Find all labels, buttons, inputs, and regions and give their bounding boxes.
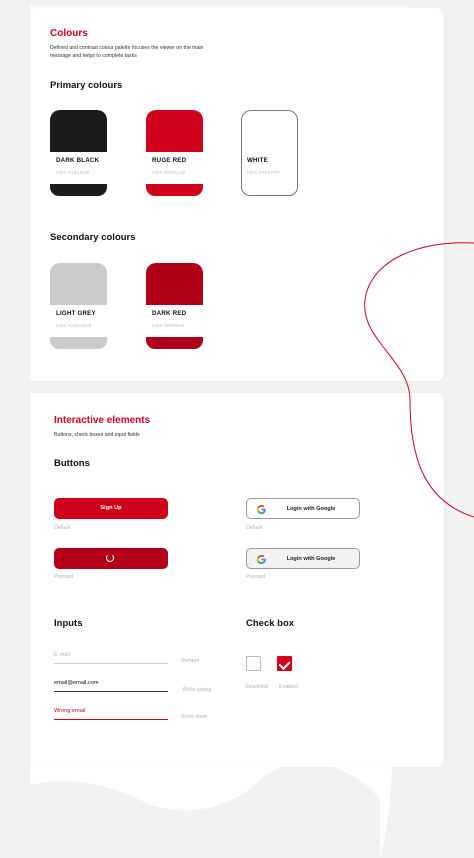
swatch-ruge-red <box>146 110 203 196</box>
email-field-underline <box>54 663 168 664</box>
colours-title: Colours <box>50 28 88 39</box>
input-state-label: Default <box>182 658 200 664</box>
signup-button-label: Sign Up <box>100 505 122 511</box>
swatch-color-bottom <box>241 184 298 196</box>
inputs-heading: Inputs <box>54 618 83 629</box>
email-field-underline <box>54 719 168 720</box>
swatch-hex: HEX #D0021B <box>152 170 186 175</box>
swatch-color-top <box>50 263 107 305</box>
interactive-description: Buttons, check boxes and input fields <box>54 432 140 438</box>
google-login-label: Login with Google <box>286 506 336 512</box>
colours-description-line1: Defined and contrast colour palette focuses the viewer on the main <box>50 45 204 51</box>
google-login-button-pressed[interactable] <box>246 548 360 569</box>
swatch-hex: HEX #1B1B1B <box>56 170 90 175</box>
primary-colours-heading: Primary colours <box>50 80 123 91</box>
swatch-color-bottom <box>146 337 203 349</box>
swatch-name: DARK RED <box>152 310 187 317</box>
checkbox-disabled[interactable] <box>246 656 261 671</box>
interactive-card <box>30 393 444 767</box>
swatch-dark-red <box>146 263 203 349</box>
email-field-value: Wrong email <box>54 708 86 714</box>
checkbox-disabled-label: Desabled <box>246 684 268 690</box>
swatch-white <box>241 110 298 196</box>
signup-button-default[interactable] <box>54 498 168 519</box>
swatch-color-top <box>146 110 203 152</box>
input-state-label: While typing <box>182 687 212 693</box>
swatch-color-bottom <box>146 184 203 196</box>
email-field-value: E-mail <box>54 652 70 658</box>
signup-pressed-caption: Pressed <box>54 574 74 580</box>
google-pressed-caption: Pressed <box>246 574 266 580</box>
swatch-color-bottom <box>50 337 107 349</box>
signup-button-pressed[interactable] <box>54 548 168 569</box>
swatch-dark-black <box>50 110 107 196</box>
secondary-colours-heading: Secondary colours <box>50 232 136 243</box>
checkbox-enabled-label: Enabled <box>279 684 299 690</box>
swatch-hex: HEX #FFFFFF <box>247 170 281 175</box>
swatch-hex: HEX #CBCBCB <box>56 323 92 328</box>
swatch-hex: HEX #B00018 <box>152 323 185 328</box>
email-field-value: email@email.com <box>54 680 99 686</box>
swatch-color-bottom <box>50 184 107 196</box>
swatch-light-grey <box>50 263 107 349</box>
google-login-label: Login with Google <box>286 556 336 562</box>
swatch-color-top <box>146 263 203 305</box>
input-state-label: Error state <box>182 714 208 720</box>
checkmark-icon <box>278 658 290 670</box>
swatch-name: RUGE RED <box>152 157 187 164</box>
google-login-button-default[interactable] <box>246 498 360 519</box>
interactive-title: Interactive elements <box>54 415 151 426</box>
swatch-name: DARK BLACK <box>56 157 100 164</box>
google-default-caption: Default <box>246 525 263 531</box>
colours-card <box>30 8 444 381</box>
swatch-name: LIGHT GREY <box>56 310 96 317</box>
colours-description-line2: message and helps to complete tasks <box>50 53 137 59</box>
email-field-underline <box>54 691 168 692</box>
checkbox-heading: Check box <box>246 618 295 629</box>
spinner-icon <box>106 554 114 562</box>
swatch-name: WHITE <box>247 157 268 164</box>
colours-description <box>50 44 203 60</box>
signup-default-caption: Default <box>54 525 71 531</box>
swatch-color-top <box>241 110 298 152</box>
checkbox-enabled[interactable] <box>277 656 292 671</box>
buttons-heading: Buttons <box>54 458 90 469</box>
swatch-color-top <box>50 110 107 152</box>
